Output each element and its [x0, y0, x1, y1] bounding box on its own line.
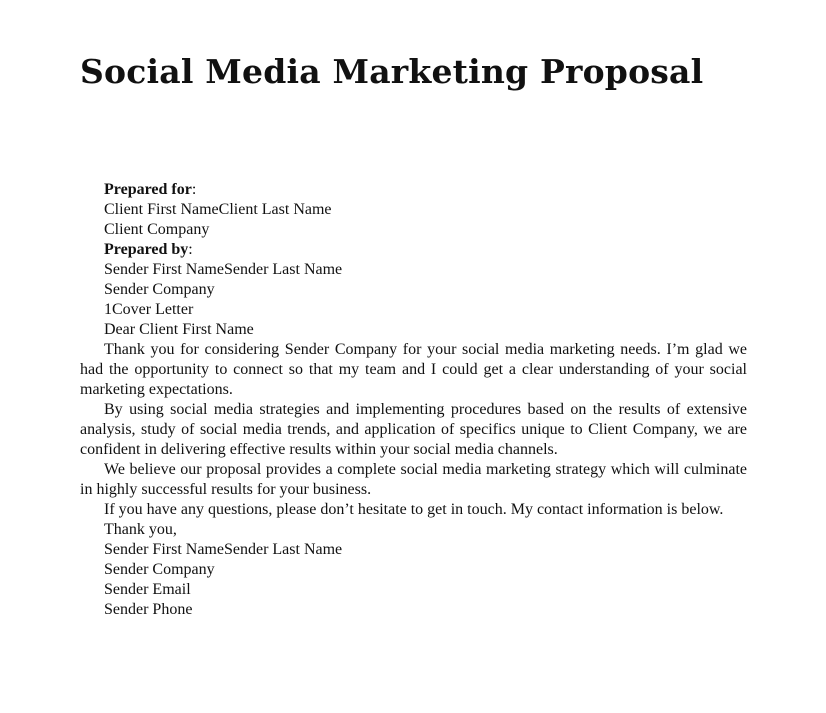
prepared-for-line: [80, 180, 747, 200]
signoff-closing: Thank you,: [104, 521, 177, 538]
document-title: Social Media Marketing Proposal: [80, 52, 704, 91]
prepared-for-label: Prepared for: [104, 181, 192, 198]
sender-company: Sender Company: [104, 281, 215, 298]
letter-paragraph: If you have any questions, please don’t hesitate to get in touch. My contact information is below.: [104, 501, 724, 518]
letter-paragraph: We believe our proposal provides a complete social media marketing strategy which will culminate in highly successful results for your business.: [80, 461, 747, 498]
prepared-by-line: [80, 240, 747, 260]
signoff-phone: Sender Phone: [104, 601, 193, 618]
client-name: Client First NameClient Last Name: [104, 201, 332, 218]
prepared-for-colon: :: [191, 181, 197, 198]
sender-name: Sender First NameSender Last Name: [104, 261, 343, 278]
signoff-company: Sender Company: [104, 561, 215, 578]
signoff-email: Sender Email: [104, 581, 191, 598]
greeting: Dear Client First Name: [104, 321, 254, 338]
document-body: [80, 180, 747, 620]
signoff-name: Sender First NameSender Last Name: [104, 541, 343, 558]
letter-paragraph: By using social media strategies and implementing procedures based on the results of extensive analysis, study of social media trends, and application of specifics unique to Client Company, we are confident in delivering effective results within your social media channels.: [80, 401, 747, 458]
prepared-by-colon: :: [188, 241, 193, 258]
letter-paragraph: Thank you for considering Sender Company for your social media marketing needs. I’m glad we had the opportunity to connect so that my team and I could get a clear understanding of your social marketing expectations.: [80, 341, 747, 398]
client-company: Client Company: [104, 221, 210, 238]
section-heading: 1Cover Letter: [104, 301, 194, 318]
prepared-by-label: Prepared by: [104, 241, 189, 258]
